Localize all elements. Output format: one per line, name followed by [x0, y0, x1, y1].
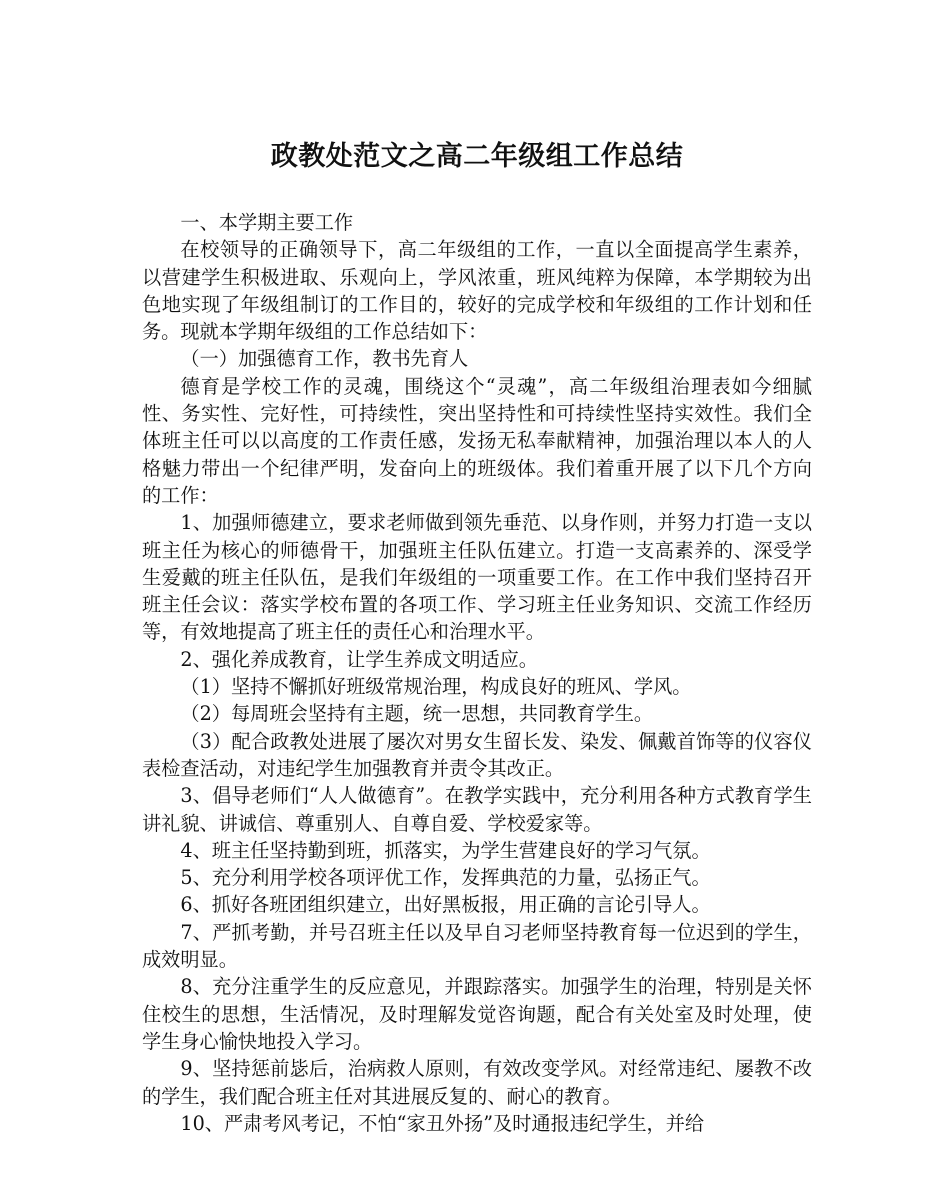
- sub-list-item: （2）每周班会坚持有主题，统一思想，共同教育学生。: [180, 702, 654, 726]
- paragraph: 在校领导的正确领导下，高二年级组的工作，一直以全面提高学生素养，以营建学生积极进取、乐观向上，学风浓重，班风纯粹为保障，本学期较为出色地实现了年级组制订的工作目的，较好的完成学校和年级组的工作计划和任务。现就本学期年级组的工作总结如下：: [142, 238, 812, 344]
- list-item: 5、充分利用学校各项评优工作，发挥典范的力量，弘扬正气。: [180, 866, 711, 890]
- list-item: 10、严肃考风考记，不怕“家丑外扬”及时通报违纪学生，并给: [180, 1111, 705, 1135]
- document-title: 政教处范文之高二年级组工作总结: [270, 141, 684, 172]
- document-body: [142, 209, 812, 1137]
- sub-list-item: （1）坚持不懈抓好班级常规治理，构成良好的班风、学风。: [180, 675, 692, 699]
- subsection-heading: （一）加强德育工作，教书先育人: [180, 347, 469, 371]
- paragraph: 德育是学校工作的灵魂，围绕这个“灵魂”，高二年级组治理表如今细腻性、务实性、完好性，可持续性，突出坚持性和可持续性坚持实效性。我们全体班主任可以以高度的工作责任感，发扬无私奉献精神，加强治理以本人的人格魅力带出一个纪律严明，发奋向上的班级体。我们着重开展了以下几个方向的工作：: [142, 374, 812, 507]
- list-item: 7、严抓考勤，并号召班主任以及早自习老师坚持教育每一位迟到的学生，成效明显。: [142, 920, 812, 972]
- list-item: 8、充分注重学生的反应意见，并跟踪落实。加强学生的治理，特别是关怀住校生的思想，生活情况，及时理解发觉咨询题，配合有关处室及时处理，使学生身心愉快地投入学习。: [142, 975, 812, 1053]
- list-item: 2、强化养成教育，让学生养成文明适应。: [180, 647, 538, 671]
- list-item: 4、班主任坚持勤到班，抓落实，为学生营建良好的学习气氛。: [180, 838, 711, 862]
- list-item: 9、坚持惩前毖后，治病救人原则，有效改变学风。对经常违纪、屡教不改的学生，我们配合班主任对其进展反复的、耐心的教育。: [142, 1057, 812, 1108]
- section-heading: 一、本学期主要工作: [180, 211, 354, 234]
- list-item: 6、抓好各班团组织建立，出好黑板报，用正确的言论引导人。: [180, 893, 711, 917]
- sub-list-item: （3）配合政教处进展了屡次对男女生留长发、染发、佩戴首饰等的仪容仪表检查活动，对违纪学生加强教育并责令其改正。: [142, 729, 812, 780]
- list-item: 3、倡导老师们“人人做德育”。在教学实践中，充分利用各种方式教育学生讲礼貌、讲诚信、尊重别人、自尊自爱、学校爱家等。: [142, 784, 812, 835]
- list-item: 1、加强师德建立，要求老师做到领先垂范、以身作则，并努力打造一支以班主任为核心的师德骨干，加强班主任队伍建立。打造一支高素养的、深受学生爱戴的班主任队伍，是我们年级组的一项重要工作。在工作中我们坚持召开班主任会议：落实学校布置的各项工作、学习班主任业务知识、交流工作经历等，有效地提高了班主任的责任心和治理水平。: [142, 511, 812, 644]
